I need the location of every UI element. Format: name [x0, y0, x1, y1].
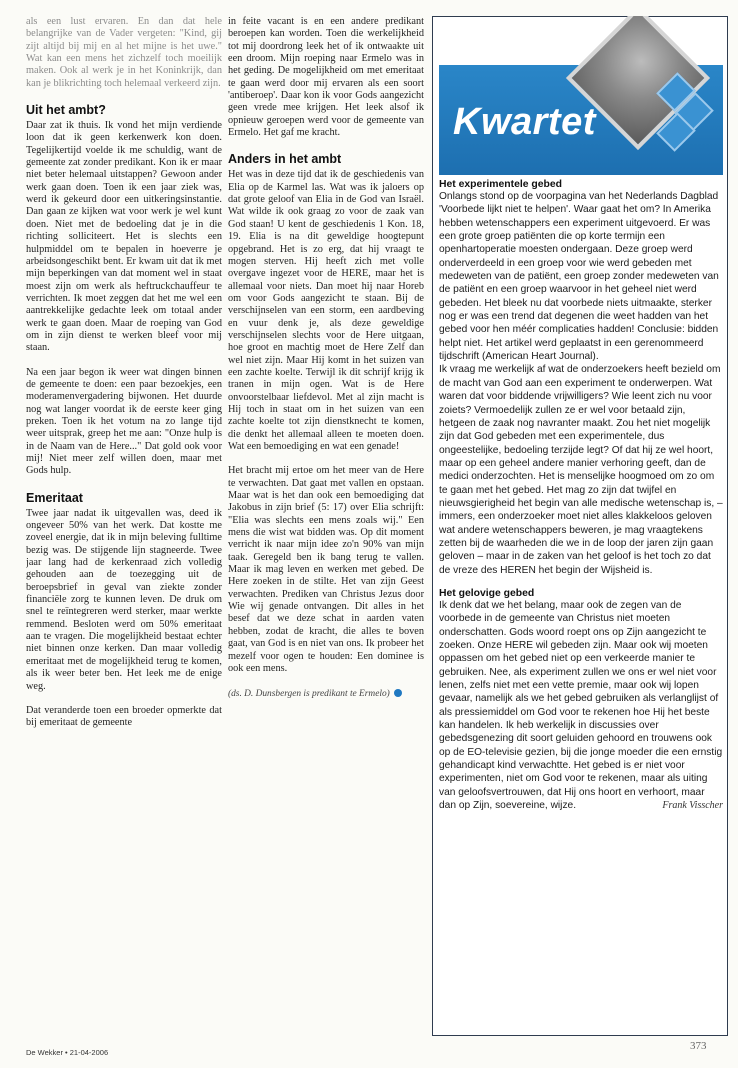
kwartet-column — [432, 16, 728, 1036]
paragraph-na-een-jaar: Na een jaar begon ik weer wat dingen binnen de gemeente te doen: een paar bezoekjes, een moderamenvergadering bijwonen. Het duurde nog wat langer voordat ik de eerste keer ging preken. Toen ik het votum na zo lange tijd weer uitsprak, greep het me aan: "Onze hulp is in de Naam van de Here..." Dat gold ook voor mij! Niet meer zelf willen doen, maar met Gods hulp. — [26, 366, 222, 477]
intro-paragraph: als een lust ervaren. En dan dat hele belangrijke van de Vader vergeten: "Kind, gij zijt altijd bij mij en al het mijne is het uwe." Wat kan een mens het zichzelf toch moeilijk maken. Ook al werk je in het Koninkrijk, dan kan je blikrichting toch helemaal verkeerd zijn. — [26, 16, 222, 89]
paragraph-uit-het-ambt: Daar zat ik thuis. Ik vond het mijn verdiende loon dat ik geen kerkenwerk kon doen. Tegelijkertijd voelde ik me schuldig, want de gemeente zat zonder predikant. Kon ik er maar niet beter helemaal uitstappen? Gewoon ander werk gaan doen. Toen ik een jaar ziek was, werd ik gekeurd door een uitkeringsinstantie. Dan gaan ze kijken wat voor werk je wel kunt doen. Niet met de bedoeling dat je in die richting solliciteert. Het is slechts een hulpmiddel om te bepalen in hoeverre je arbeidsongeschikt bent. Er kwam uit dat ik met mijn beperkingen van dat moment wel in staat moest zijn om werk als heftruckchauffeur te verrichten. Ik moet zeggen dat het me wel een aantrekkelijke gedachte leek om totaal ander werk te gaan doen. Maar de roeping van God om in zijn dienst te werken bleef voor mij staan. — [26, 120, 222, 354]
author-credit — [228, 689, 424, 699]
paragraph-het-bracht-mij: Het bracht mij ertoe om het meer van de Here te verwachten. Dat gaat met vallen en opstaan. Maar wat is het dan ook een bemoediging dat Jakobus in zijn brief (5: 17) over Elia schrijft: "Elia was slechts een mens zoals wij." Een mens die wist wat bidden was. Op dit moment verricht ik naar mijn idee zo'n 90% van mijn taak. Geregeld ben ik bang terug te vallen. Maar ik mag leven en werken met gebed. De Here zoeken in de stilte. Het van zijn Geest verwachten. Prediken van Christus Jezus door Wie wij genade ontvangen. Dit alles in het besef dat we deze schat in aarden vaten hebben, zodat de kracht, die alles te boven gaat, van God is en niet van ons. Ik probeer het mezelf voor ogen te houden: Een dominee is ook een mens. — [228, 465, 424, 674]
page-number: 373 — [690, 1040, 707, 1052]
paragraph-anders-in-het-ambt: Het was in deze tijd dat ik de geschiedenis van Elia op de Karmel las. Wat was ik jaloers op dat grote geloof van Elia in de God van Israël. Wat wilde ik ook graag zo voor de zaak van God staan! U kent de geschiedenis 1 Kon. 18, 19. Elia is na dit geweldige hoogtepunt opgebrand. Het is zo erg, dat hij vraagt te mogen sterven. Hij heeft zich met volle overgave ingezet voor de HERE, maar het is allemaal voor niets. Dan moet hij naar Horeb om voor Gods aangezicht te staan. Bij de verschijnselen van een storm, een aardbeving en vuur denk je, als deze geweldige verschijnselen slechts voor de Here uitgaan, hoe groot en machtig moet de Here Zelf dan wel niet zijn. Maar Hij komt in het suizen van een zachte koelte. Terwijl ik dit schrijf krijg ik tranen in mijn ogen. Wat is de Here onvoorstelbaar liefdevol. Met al zijn macht is Hij toch in staat om in het suizen van een zachte koelte tot zijn dienstknecht te komen, die denkt het allemaal alleen te moeten doen. Wat een bemoediging en wat een genade! — [228, 169, 424, 452]
paragraph-experiment: Onlangs stond op de voorpagina van het Nederlands Dagblad 'Voorbede lijkt niet te helpen'. Waar gaat het om? In Amerika hebben wetenschappers een experiment uitgevoerd. Er was een grote groep patiënten die op korte termijn een openhartoperatie moesten ondergaan. Deze groep werd onderverdeeld in een groep voor wie werd gebeden met medeweten van de patiënt, een groep zonder medeweten van de patiënt en een groep waarvoor in het geheel niet werd gebeden. Het bleek nu dat voorbede niets uitmaakte, sterker nog er was een trend dat degenen die weet hadden van het gebed voor hen méér complicaties hadden! Conclusie: bidden helpt niet. Het artikel werd geplaatst in een gerenommeerd tijdschrift (American Heart Journal). — [439, 191, 719, 363]
paragraph-vacant: in feite vacant is en een andere predikant beroepen kan worden. Toen die werkelijkheid tot mij doordrong leek het of ik ontwaakte uit een droom. Mijn roeping naar Ermelo was in het geding. De mogelijkheid om met emeritaat te gaan werd door mij ervaren als een soort 'antiberoep'. Daar kon ik voor Gods aangezicht geen vrede mee krijgen. Het leek alsof ik opnieuw geroepen werd voor de gemeente van Ermelo. Het gaf me kracht. — [228, 16, 424, 139]
paragraph-broeder: Dat veranderde toen een broeder opmerkte dat bij emeritaat de gemeente — [26, 704, 222, 729]
end-bullet-icon — [394, 689, 402, 697]
paragraph-gelovig: Ik denk dat we het belang, maar ook de zegen van de voorbede in de gemeente van Christus niet moeten onderschatten. Gods woord roept ons op Zijn aangezicht te zoeken. Onze HERE wil gebeden zijn. Maar ook wij moeten oppassen om het gebed niet op een verkeerde manier te gebruiken. Nee, als experiment zullen we ons er wel niet voor lenen, zelfs niet met een vette premie, maar ook wij lopen gevaar, namelijk als we het gebed gebruiken als verlanglijst of als pressiemiddel om God voor te rekenen hoe Hij het beste kan handelen. Ik heb werkelijk in discussies over gebedsgenezing dit soort geluiden gehoord en trouwens ook op de EO-televisie gezien, bij die jonge moeder die een ernstig gehandicapt kind verwachtte. Het gebed is er niet voor experimenten, niet om God voor te rekenen, maar als uiting van geloofsvertrouwen, dat Hij ons hoort en verhoort, maar dan op Zijn, soevereine, wijze. — [439, 599, 723, 812]
heading-anders-in-het-ambt: Anders in het ambt — [228, 152, 342, 167]
publication-footer: De Wekker • 21-04-2006 — [26, 1048, 109, 1057]
paragraph-emeritaat: Twee jaar nadat ik uitgevallen was, deed ik ongeveer 50% van het werk. Dat kostte me zoveel energie, dat ik in mijn beleving fulltime bezig was. De stijgende lijn stagneerde. Twee jaar lang had de kerkenraad zich volledig gehouden aan de toezegging uit de beroepsbrief in geval van ziekte zonder financiële zorg te kunnen leven. De druk om snel te reïntegreren werd sterker, maar werkte remmend. Besloten werd om 50% emeritaat aan te vragen. Die mogelijkheid bestaat echter niet binnen onze kerken. Dan maar volledig emeritaat met de mogelijkheid terug te komen, als ik weer beter ben. Het leek me de enige weg. — [26, 507, 222, 692]
playing-cards-icon — [633, 67, 713, 157]
article-column-1 — [26, 16, 222, 1036]
article-column-2 — [228, 16, 424, 1036]
author-name: Frank Visscher — [662, 800, 723, 812]
paragraph-vraag: Ik vraag me werkelijk af wat de onderzoekers heeft bezield om de macht van God aan een experiment te onderwerpen. Wat waren dat voor biddende vrijwilligers? Wie leent zich nu voor zoiets? Vermoedelijk zullen ze er wel voor betaald zijn, hetgeen de zaak nog navranter maakt. Zou het niet mogelijk zijn dat God gebeden met een experimentele, dus ongeestelijke, bedoeling terzijde legt? Of dat hij ze wel hoort, maar op een geheel andere manier verhoring geeft, dan de medici onderzochten. Het is menselijke hoogmoed om zo om te gaan met het gebed. Het mag zo zijn dat twijfel en nieuwsgierigheid het begin van alle medische wetenschap is, – immers, een onderzoeker moet niet alles klakkeloos geloven wat andere wetenschappers beweren, je mag vraagtekens zetten bij de waarheden die we in de loop der jaren zijn gaan geloven – maar in de zaken van het geloof is het toch zo dat de vreze des HEREN het begin der Wijsheid is. — [439, 364, 723, 576]
kwartet-title: Kwartet — [453, 101, 596, 143]
kwartet-box — [432, 16, 728, 1036]
heading-emeritaat: Emeritaat — [26, 490, 83, 505]
heading-uit-het-ambt: Uit het ambt? — [26, 103, 106, 118]
kwartet-text — [439, 173, 723, 811]
heading-experimentele-gebed: Het experimentele gebed — [439, 179, 562, 190]
heading-gelovige-gebed: Het gelovige gebed — [439, 587, 535, 599]
author-credit-text: (ds. D. Dunsbergen is predikant te Ermelo) — [228, 689, 390, 700]
